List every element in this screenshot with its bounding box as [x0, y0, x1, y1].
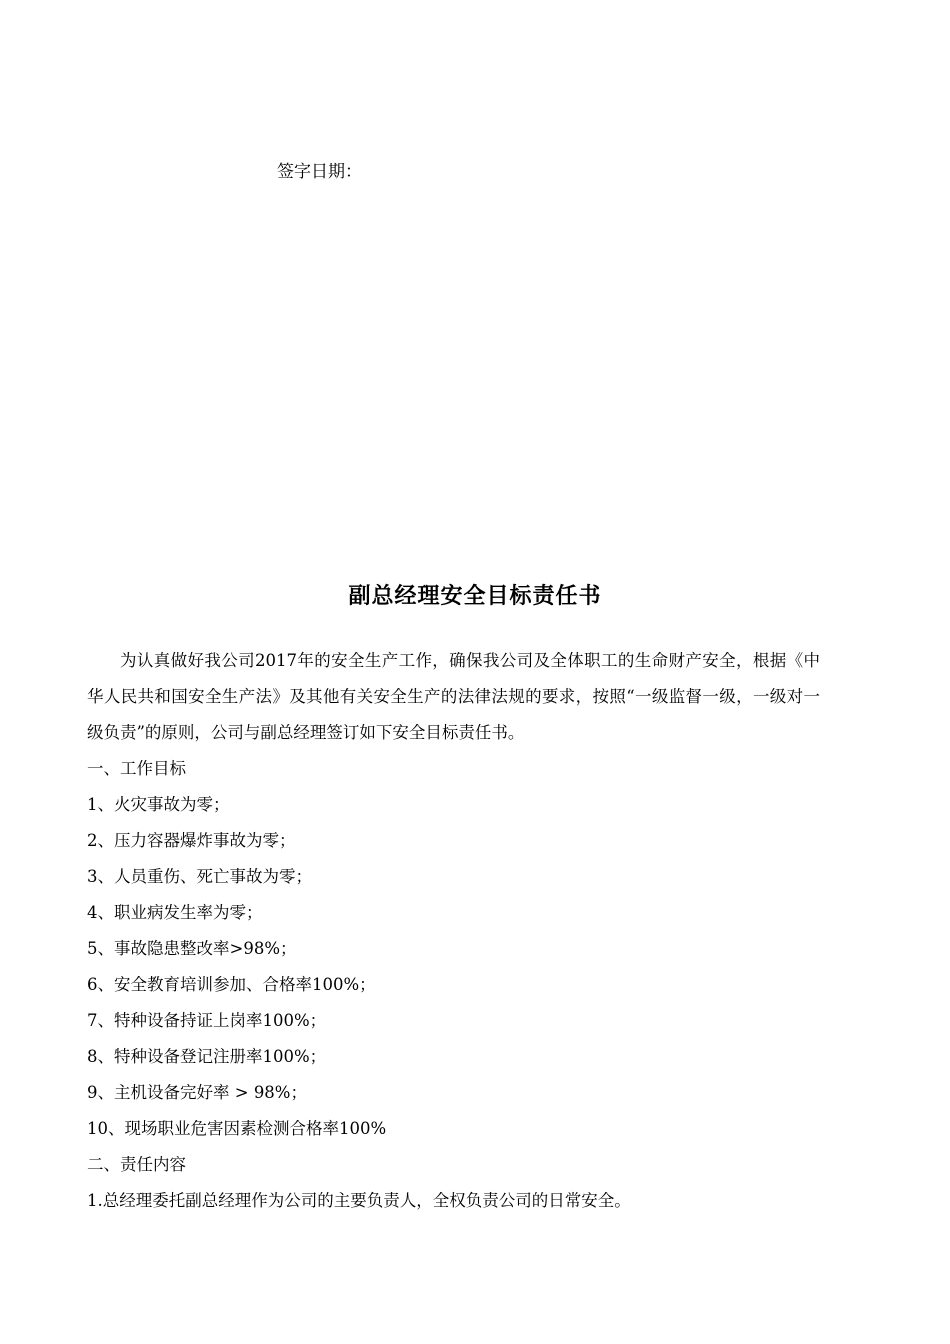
goal-item: 9、主机设备完好率 > 98%；	[87, 1083, 307, 1102]
goals-list	[87, 787, 820, 1147]
intro-line-3: “一级监督一级，一级对一级负责”的原则，公司与副总经理签订如下安全目标责任书。	[87, 687, 821, 742]
goal-item: 5、事故隐患整改率>98%；	[87, 939, 297, 958]
section-heading-goals: 一、工作目标	[87, 759, 186, 778]
goal-item: 7、特种设备持证上岗率100%；	[87, 1011, 327, 1030]
section-heading-responsibilities: 二、责任内容	[87, 1155, 186, 1174]
responsibility-item: 1.总经理委托副总经理作为公司的主要负责人，全权负责公司的日常安全。	[87, 1191, 631, 1210]
goal-item: 2、压力容器爆炸事故为零；	[87, 831, 296, 850]
intro-line-1: 为认真做好我公司2017年的安全生产工作，确保我公司及全体职工的生命财产安	[120, 651, 720, 670]
document-title: 副总经理安全目标责任书	[348, 584, 602, 609]
goal-item: 8、特种设备登记注册率100%；	[87, 1047, 327, 1066]
goal-item: 10、现场职业危害因素检测合格率100%	[87, 1119, 387, 1138]
goal-item: 6、安全教育培训参加、合格率100%；	[87, 975, 376, 994]
goal-item: 1、火灾事故为零；	[87, 795, 230, 814]
intro-line-2: 全，根据《中华人民共和国安全生产法》及其他有关安全生产的法律法规的要求，按照	[87, 651, 821, 706]
goal-item: 3、人员重伤、死亡事故为零；	[87, 867, 312, 886]
signature-date-label: 签字日期：	[277, 162, 362, 182]
intro-paragraph	[87, 643, 820, 751]
document-body	[87, 643, 820, 1219]
goal-item: 4、职业病发生率为零；	[87, 903, 263, 922]
